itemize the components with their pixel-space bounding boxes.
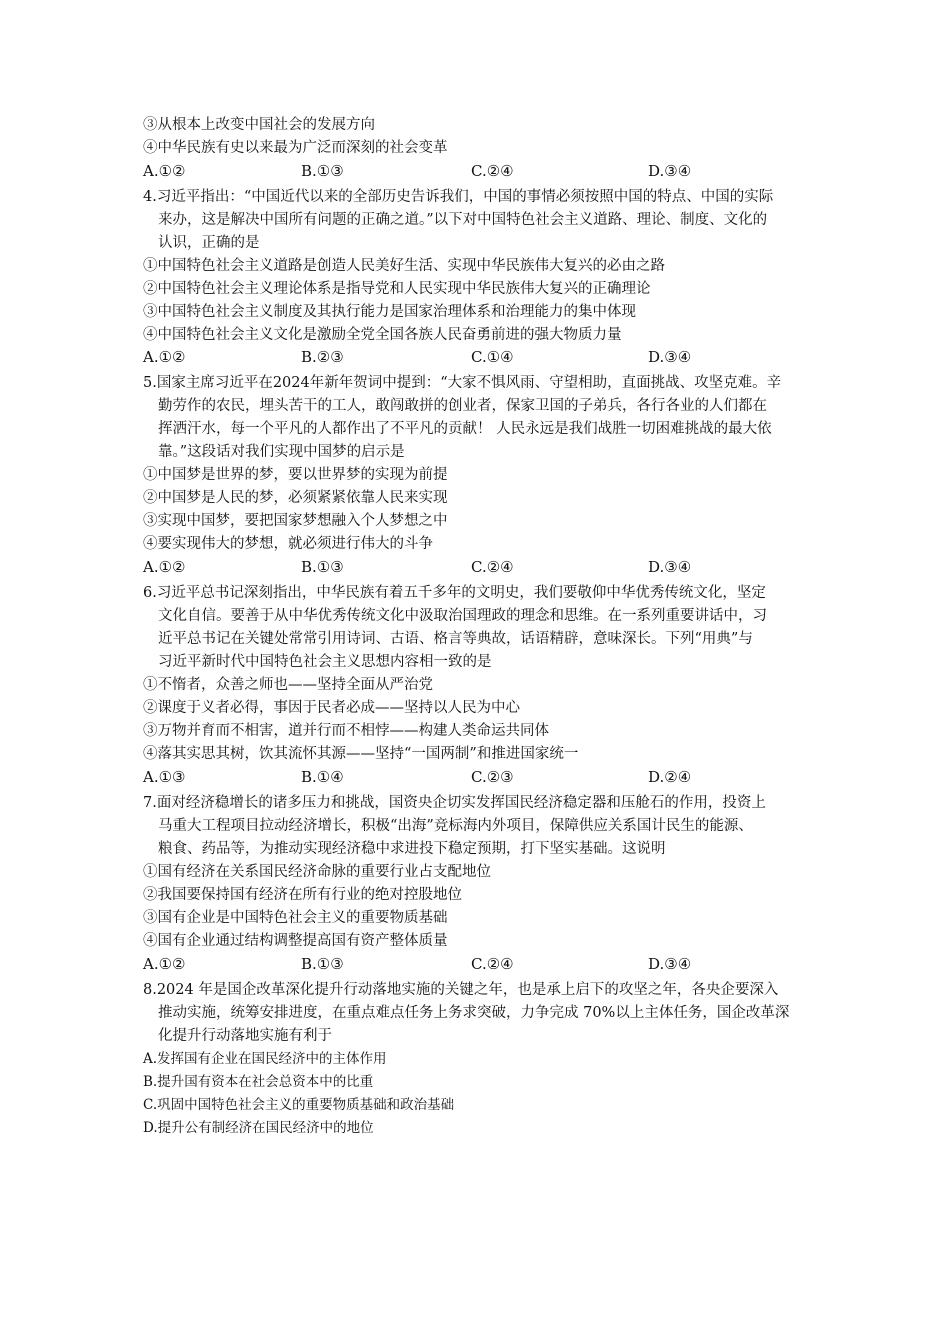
q6-statement-1: ①不惰者，众善之师也——坚持全面从严治党 <box>143 677 433 693</box>
q6-stem-line-3: 近平总书记在关键处常常引用诗词、古语、格言等典故，话语精辟，意味深长。下列“用典”与 <box>158 631 753 647</box>
q4-statement-2: ②中国特色社会主义理论体系是指导党和人民实现中华民族伟大复兴的正确理论 <box>143 281 651 297</box>
q6-stem-line-2: 文化自信。要善于从中华优秀传统文化中汲取治国理政的理念和思维。在一系列重要讲话中，习 <box>158 608 767 624</box>
q7-statement-4: ④国有企业通过结构调整提高国有资产整体质量 <box>143 933 448 949</box>
q7-option-b: B.①③ <box>301 955 344 973</box>
q6-statement-2: ②课度于义者必得，事因于民者必成——坚持以人民为中心 <box>143 700 520 716</box>
q6-statement-4: ④落其实思其树，饮其流怀其源——坚持“一国两制”和推进国家统一 <box>143 746 579 762</box>
q4-stem-line-1: 4.习近平指出：“中国近代以来的全部历史告诉我们，中国的事情必须按照中国的特点、中国的实际 <box>143 189 774 205</box>
q8-stem-line-3: 化提升行动落地实施有利于 <box>158 1028 332 1044</box>
q4-statement-3: ③中国特色社会主义制度及其执行能力是国家治理体系和治理能力的集中体现 <box>143 304 636 320</box>
q7-statement-2: ②我国要保持国有经济在所有行业的绝对控股地位 <box>143 887 462 903</box>
q8-choice-c: C.巩固中国特色社会主义的重要物质基础和政治基础 <box>143 1097 455 1113</box>
q5-stem-line-1: 5.国家主席习近平在2024年新年贺词中提到：“大家不惧风雨、守望相助，直面挑战、攻坚克难。辛 <box>143 375 782 391</box>
q6-statement-3: ③万物并育而不相害，道并行而不相悖——构建人类命运共同体 <box>143 723 549 739</box>
q7-stem-line-1: 7.面对经济稳增长的诸多压力和挑战，国资央企切实发挥国民经济稳定器和压舱石的作用，投资上 <box>143 795 766 811</box>
q5-stem-line-2: 勤劳作的农民，埋头苦干的工人，敢闯敢拼的创业者，保家卫国的子弟兵，各行各业的人们都在 <box>158 398 767 414</box>
q5-statement-2: ②中国梦是人民的梦，必须紧紧依靠人民来实现 <box>143 490 448 506</box>
q5-statement-1: ①中国梦是世界的梦，要以世界梦的实现为前提 <box>143 467 448 483</box>
q8-stem-line-1: 8.2024 年是国企改革深化提升行动落地实施的关键之年，也是承上启下的攻坚之年，各央企要深入 <box>143 982 779 998</box>
q4-statement-1: ①中国特色社会主义道路是创造人民美好生活、实现中华民族伟大复兴的必由之路 <box>143 258 665 274</box>
q5-stem-line-3: 挥洒汗水，每一个平凡的人都作出了不平凡的贡献！ 人民永远是我们战胜一切困难挑战的最大依 <box>158 421 772 437</box>
q5-stem-line-4: 靠。”这段话对我们实现中国梦的启示是 <box>158 444 405 460</box>
q5-option-c: C.②④ <box>471 558 514 576</box>
q5-option-a: A.①② <box>143 558 186 576</box>
q4-stem-line-3: 认识，正确的是 <box>158 235 260 251</box>
q6-stem-line-4: 习近平新时代中国特色社会主义思想内容相一致的是 <box>158 654 492 670</box>
q3-option-d: D.③④ <box>648 162 692 180</box>
q6-option-a: A.①③ <box>143 768 186 786</box>
q7-statement-1: ①国有经济在关系国民经济命脉的重要行业占支配地位 <box>143 864 491 880</box>
q4-option-c: C.①④ <box>471 348 514 366</box>
q3-option-b: B.①③ <box>301 162 344 180</box>
q8-choice-b: B.提升国有资本在社会总资本中的比重 <box>143 1074 374 1090</box>
q7-option-c: C.②④ <box>471 955 514 973</box>
q8-stem-line-2: 推动实施，统筹安排进度，在重点难点任务上务求突破，力争完成 70%以上主体任务，国企改革深 <box>158 1005 790 1021</box>
q5-statement-4: ④要实现伟大的梦想，就必须进行伟大的斗争 <box>143 536 433 552</box>
q4-stem-line-2: 来办，这是解决中国所有问题的正确之道。”以下对中国特色社会主义道路、理论、制度、文化的 <box>158 212 768 228</box>
q3-statement-4: ④中华民族有史以来最为广泛而深刻的社会变革 <box>143 140 448 156</box>
q3-statement-3: ③从根本上改变中国社会的发展方向 <box>143 117 375 133</box>
q6-option-c: C.②③ <box>471 768 514 786</box>
q8-choice-d: D.提升公有制经济在国民经济中的地位 <box>143 1120 374 1136</box>
q7-option-a: A.①② <box>143 955 186 973</box>
q5-option-b: B.①③ <box>301 558 344 576</box>
q6-stem-line-1: 6.习近平总书记深刻指出，中华民族有着五千多年的文明史，我们要敬仰中华优秀传统文化，坚定 <box>143 585 766 601</box>
q4-option-a: A.①② <box>143 348 186 366</box>
q4-statement-4: ④中国特色社会主义文化是激励全党全国各族人民奋勇前进的强大物质力量 <box>143 327 622 343</box>
q6-option-d: D.②④ <box>648 768 692 786</box>
q8-choice-a: A.发挥国有企业在国民经济中的主体作用 <box>143 1051 387 1067</box>
q7-stem-line-3: 粮食、药品等，为推动实现经济稳中求进投下稳定预期，打下坚实基础。这说明 <box>158 841 666 857</box>
q7-statement-3: ③国有企业是中国特色社会主义的重要物质基础 <box>143 910 448 926</box>
q7-option-d: D.③④ <box>648 955 692 973</box>
q4-option-d: D.③④ <box>648 348 692 366</box>
q3-option-c: C.②④ <box>471 162 514 180</box>
q6-option-b: B.①④ <box>301 768 344 786</box>
q4-option-b: B.②③ <box>301 348 344 366</box>
q5-statement-3: ③实现中国梦，要把国家梦想融入个人梦想之中 <box>143 513 448 529</box>
q7-stem-line-2: 马重大工程项目拉动经济增长，积极“出海”竞标海内外项目，保障供应关系国计民生的能源、 <box>158 818 753 834</box>
q3-option-a: A.①② <box>143 162 186 180</box>
q5-option-d: D.③④ <box>648 558 692 576</box>
